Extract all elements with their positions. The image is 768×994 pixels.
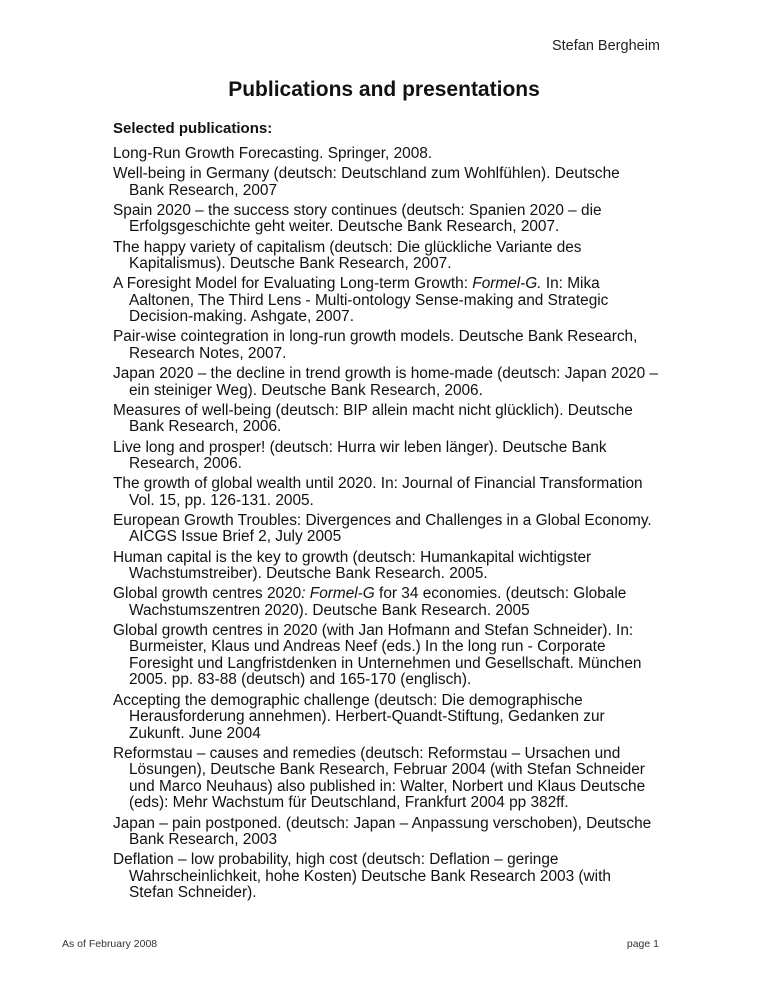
publication-item: Japan – pain postponed. (deutsch: Japan – Anpassung verschoben), Deutsche Bank Research, 2003 (113, 814, 652, 848)
publication-item: Reformstau – causes and remedies (deutsch: Reformstau – Ursachen und Lösungen), Deutsche Bank Research, Februar 2004 (with Stefan Schneider und Marco Neuhaus) also published in: Walter, Norbert und Klaus Deutsche (eds): Mehr Wachstum für Deutschland, Frankfurt 2004 pp 382ff. (113, 744, 646, 812)
publication-item: Global growth centres 2020: Formel-G for 34 economies. (deutsch: Globale Wachstumszentren 2020). Deutsche Bank Research. 2005 (113, 585, 627, 619)
publication-item: Measures of well-being (deutsch: BIP allein macht nicht glücklich). Deutsche Bank Research, 2006. (113, 401, 633, 436)
publication-item: Human capital is the key to growth (deutsch: Humankapital wichtigster Wachstumstreiber). Deutsche Bank Research. 2005. (113, 548, 592, 583)
publication-item: A Foresight Model for Evaluating Long-term Growth: Formel-G. In: Mika Aaltonen, The Third Lens - Multi-ontology Sense-making and Strategic Decision-making. Ashgate, 2007. (113, 275, 609, 326)
publication-item: European Growth Troubles: Divergences and Challenges in a Global Economy. AICGS Issue Brief 2, July 2005 (113, 511, 652, 546)
publication-item: Live long and prosper! (deutsch: Hurra wir leben länger). Deutsche Bank Research, 2006. (113, 438, 607, 472)
footer-page-number: page 1 (626, 938, 659, 950)
section-heading: Selected publications: (113, 120, 273, 137)
publication-item: Long-Run Growth Forecasting. Springer, 2008. (113, 145, 433, 162)
publication-item: Well-being in Germany (deutsch: Deutschland zum Wohlfühlen). Deutsche Bank Research, 2007 (113, 165, 620, 199)
italic-title: Formel-G. (472, 275, 542, 293)
publication-item: Accepting the demographic challenge (deutsch: Die demographische Herausforderung annehmen). Herbert-Quandt-Stiftung, Gedanken zur Zukunft. June 2004 (113, 691, 605, 742)
publication-item: Spain 2020 – the success story continues (deutsch: Spanien 2020 – die Erfolgsgeschichte geht weiter. Deutsche Bank Research, 2007. (113, 201, 602, 236)
publication-item: Deflation – low probability, high cost (deutsch: Deflation – geringe Wahrscheinlichkeit, hohe Kosten) Deutsche Bank Research 2003 (with Stefan Schneider). (113, 851, 611, 902)
publication-item: Japan 2020 – the decline in trend growth is home-made (deutsch: Japan 2020 – ein steiniger Weg). Deutsche Bank Research, 2006. (113, 365, 659, 399)
publication-item: Global growth centres in 2020 (with Jan Hofmann and Stefan Schneider). In: Burmeister, Klaus und Andreas Neef (eds.) In the long run - Corporate Foresight und Langfristdenken in Unternehmen und Gesellschaft. München 2005. pp. 83-88 (deutsch) and 165-170 (englisch). (113, 621, 642, 689)
header-author: Stefan Bergheim (551, 38, 660, 54)
publication-item: The happy variety of capitalism (deutsch: Die glückliche Variante des Kapitalismus). Deutsche Bank Research, 2007. (113, 238, 582, 273)
publication-item: Pair-wise cointegration in long-run growth models. Deutsche Bank Research, Research Notes, 2007. (113, 328, 638, 362)
italic-title: : Formel-G (301, 585, 375, 603)
publication-list (113, 146, 658, 905)
footer-date: As of February 2008 (62, 938, 158, 950)
page-title: Publications and presentations (228, 78, 540, 101)
publication-item: The growth of global wealth until 2020. In: Journal of Financial Transformation Vol. 15, pp. 126-131. 2005. (113, 475, 643, 509)
